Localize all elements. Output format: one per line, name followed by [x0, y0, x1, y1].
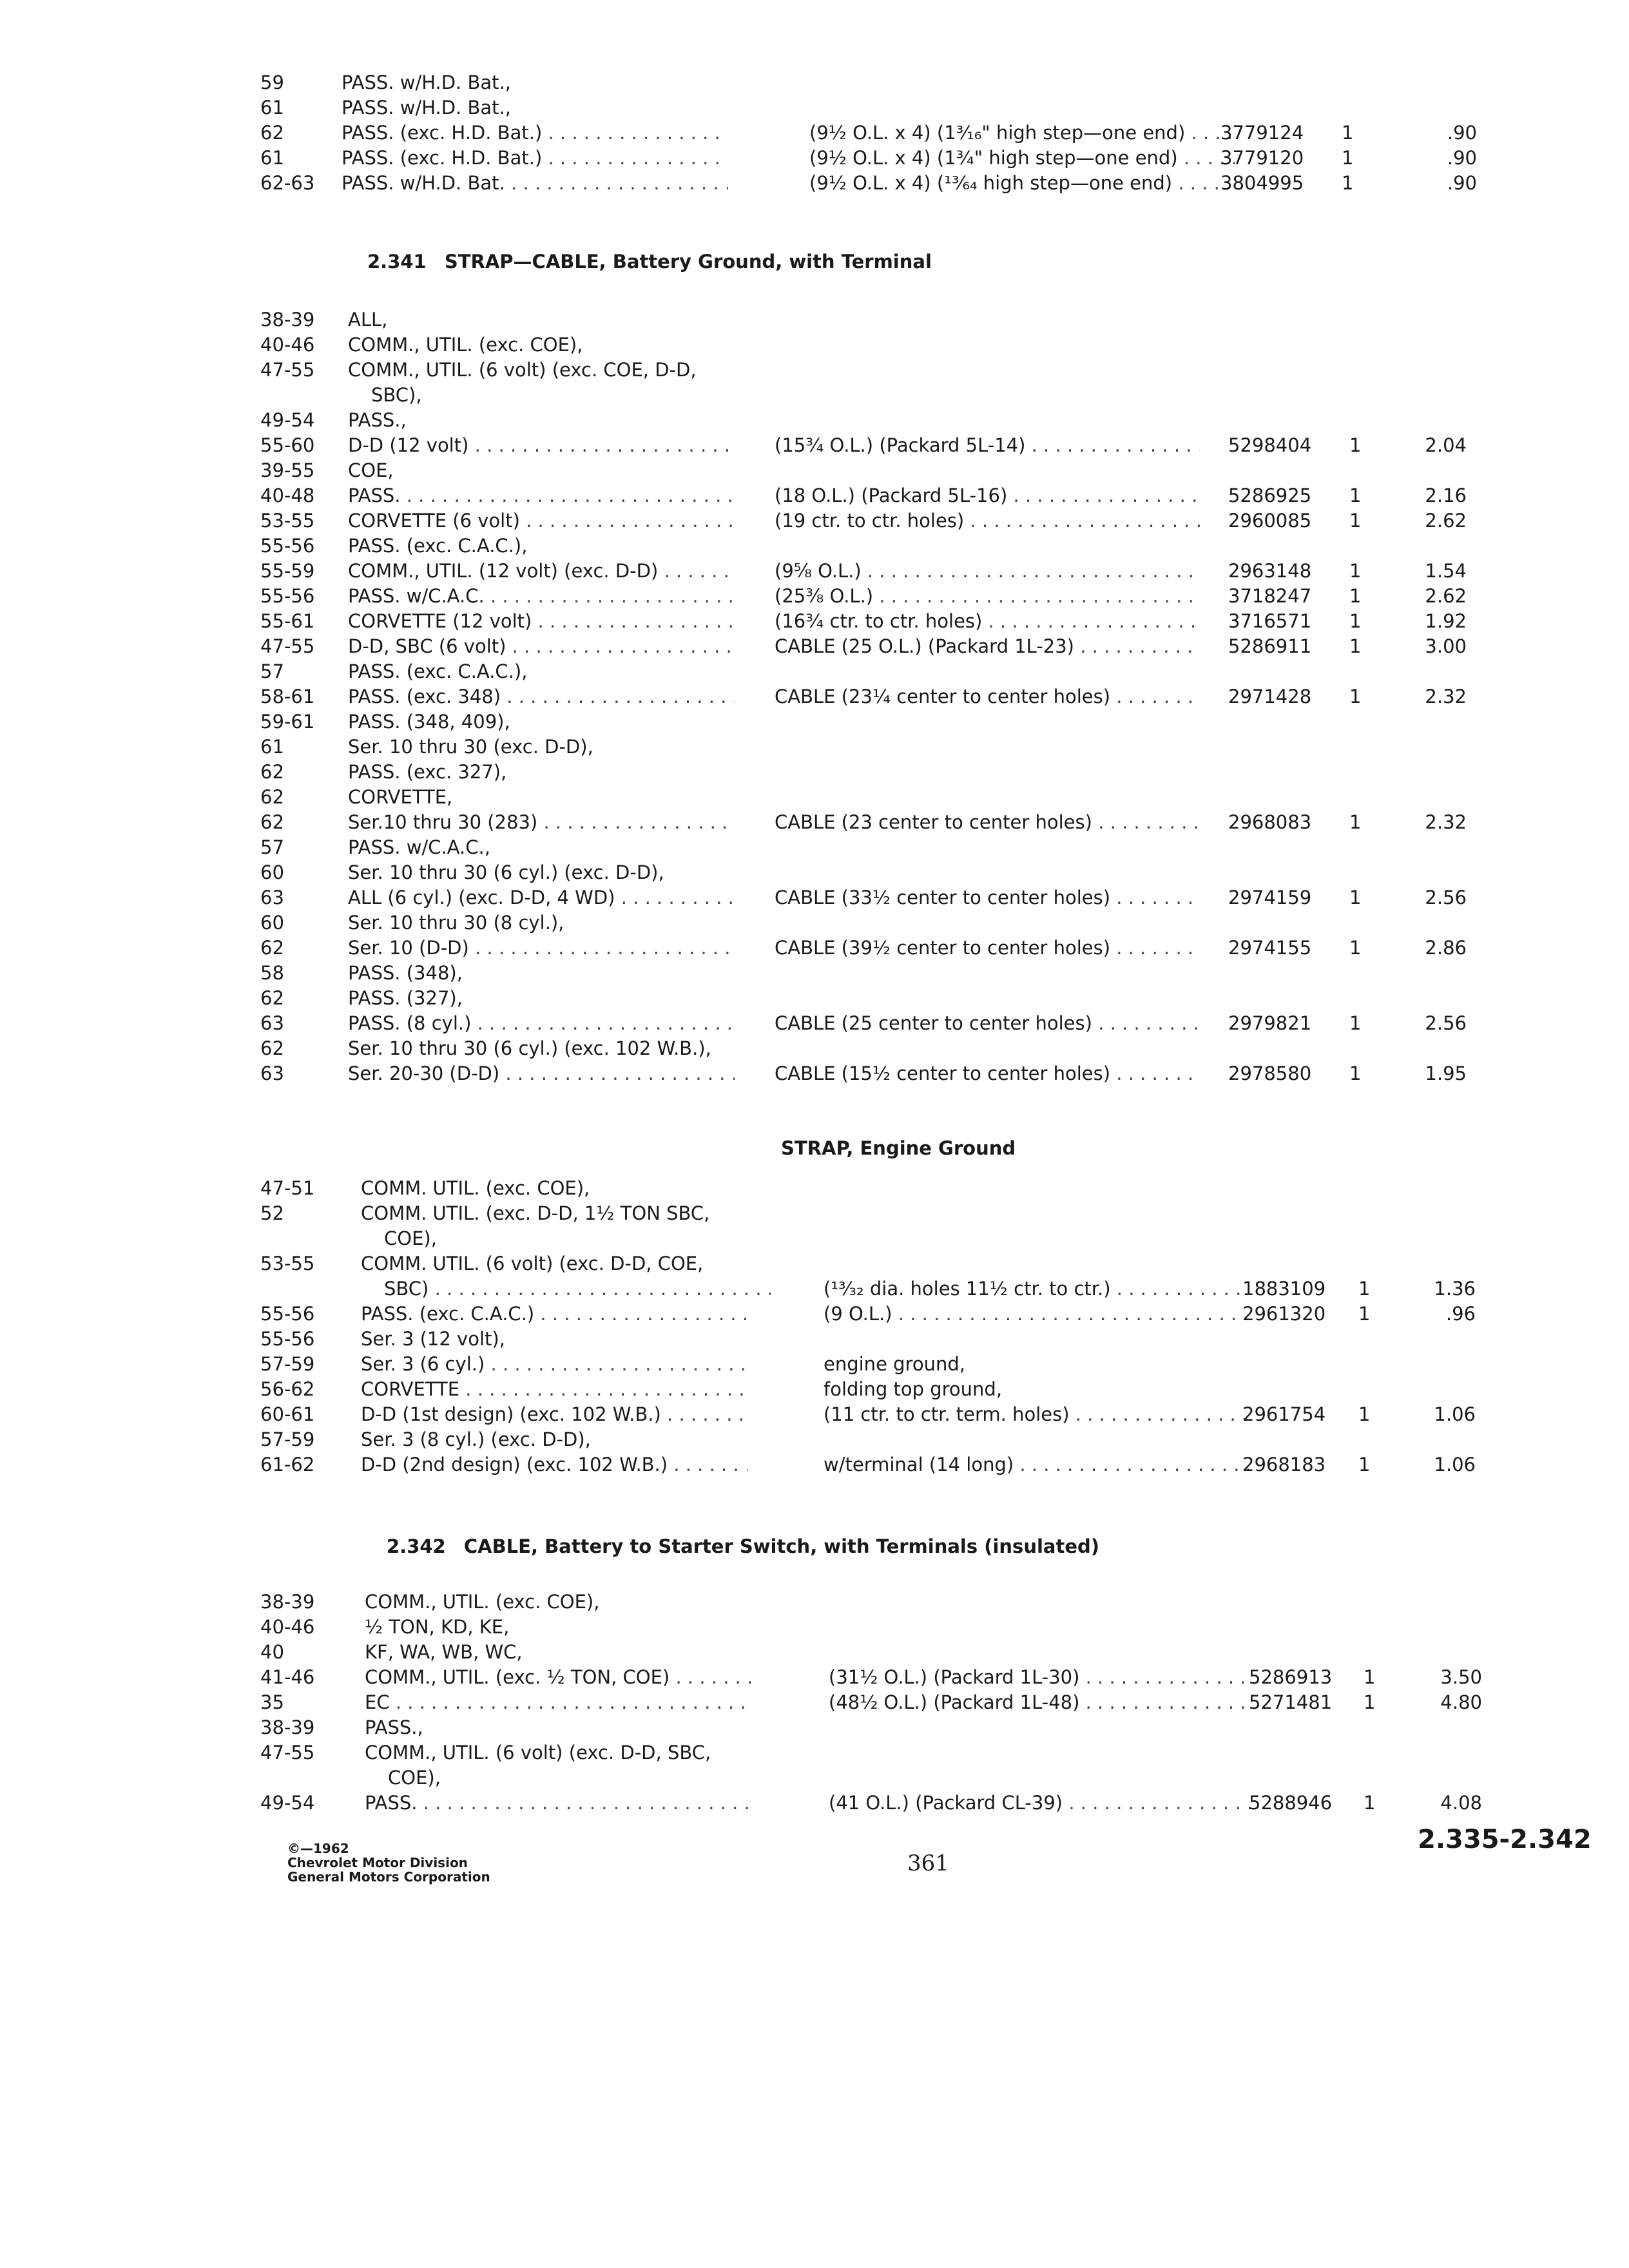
- model-years: 39-55: [260, 459, 315, 481]
- quantity: 1: [1342, 147, 1354, 169]
- application-description: PASS. (exc. C.A.C.),: [348, 535, 528, 557]
- part-detail: CABLE (23¼ center to center holes) . . .: [775, 684, 1200, 709]
- model-years: 55-56: [260, 535, 315, 557]
- model-years: 55-59: [260, 560, 315, 582]
- part-detail: (9½ O.L. x 4) (1¾" high step—one end) . . .: [809, 145, 1235, 171]
- table-row: [0, 608, 1629, 633]
- application-description: COMM., UTIL. (exc. COE),: [365, 1591, 600, 1613]
- table-row: [0, 1175, 1629, 1200]
- application-description: SBC) . . .: [384, 1276, 771, 1302]
- quantity: 1: [1349, 811, 1362, 833]
- part-number: 2961754: [1242, 1403, 1326, 1425]
- section-heading-2341: [367, 249, 932, 274]
- section-number: 2.341: [367, 251, 427, 273]
- application-description: COMM., UTIL. (12 volt) (exc. D-D) . . .: [348, 558, 735, 584]
- application-description: Ser. 20-30 (D-D) . . .: [348, 1061, 735, 1086]
- quantity: 1: [1358, 1303, 1371, 1325]
- application-description: D-D, SBC (6 volt) . . .: [348, 633, 735, 659]
- table-row: [0, 960, 1629, 985]
- model-years: 62: [260, 122, 284, 144]
- table-row: [0, 170, 1629, 195]
- table-row: [0, 658, 1629, 684]
- table-row: [0, 1326, 1629, 1351]
- corporation: General Motors Corporation: [287, 1869, 490, 1885]
- application-description: PASS. (327),: [348, 987, 463, 1009]
- table-row: [0, 1401, 1629, 1427]
- table-row: [0, 1715, 1629, 1740]
- section-heading-engine-ground: [781, 1135, 1016, 1161]
- price: 1.92: [1425, 610, 1467, 632]
- price: 2.32: [1425, 811, 1467, 833]
- application-description: COE,: [348, 459, 394, 481]
- part-number: 1883109: [1242, 1278, 1326, 1300]
- part-number: 2974159: [1228, 887, 1312, 908]
- price: 2.86: [1425, 937, 1467, 959]
- table-row: [0, 633, 1629, 658]
- application-description: PASS. (exc. C.A.C.),: [348, 660, 528, 682]
- part-detail: CABLE (25 O.L.) (Packard 1L-23) . . .: [775, 633, 1200, 659]
- part-detail: CABLE (23 center to center holes) . . .: [775, 809, 1200, 835]
- model-years: 57: [260, 836, 284, 858]
- part-detail: (9½ O.L. x 4) (¹³⁄₆₄ high step—one end) . . .: [809, 170, 1235, 196]
- table-row: [0, 734, 1629, 759]
- model-years: 41-46: [260, 1666, 315, 1688]
- model-years: 61: [260, 97, 284, 119]
- model-years: 40: [260, 1641, 284, 1663]
- price: 2.16: [1425, 485, 1467, 506]
- application-description: D-D (2nd design) (exc. 102 W.B.) . . .: [361, 1452, 747, 1477]
- model-years: 47-55: [260, 359, 315, 381]
- model-years: 59-61: [260, 711, 315, 733]
- model-years: 55-60: [260, 434, 315, 456]
- application-description: PASS. (exc. 327),: [348, 761, 507, 783]
- model-years: 58-61: [260, 686, 315, 707]
- quantity: 1: [1342, 172, 1354, 194]
- price: 4.80: [1440, 1691, 1482, 1713]
- price: .90: [1447, 172, 1477, 194]
- quantity: 1: [1349, 485, 1362, 506]
- table-row: [0, 885, 1629, 910]
- model-years: 63: [260, 1062, 284, 1084]
- table-row: [0, 407, 1629, 432]
- model-years: 35: [260, 1691, 284, 1713]
- part-detail: (9½ O.L. x 4) (1³⁄₁₆" high step—one end) . . .: [809, 120, 1235, 146]
- table-row: [0, 1427, 1629, 1452]
- table-row: [0, 508, 1629, 533]
- section-range: 2.335-2.342: [1418, 1825, 1592, 1854]
- application-description: PASS.,: [348, 409, 407, 431]
- application-description: PASS. . . .: [348, 483, 735, 508]
- part-number: 2978580: [1228, 1062, 1312, 1084]
- application-description: PASS. (exc. H.D. Bat.) . . .: [342, 145, 728, 171]
- table-row: [0, 307, 1629, 332]
- table-row: [0, 1225, 1629, 1251]
- model-years: 38-39: [260, 1716, 315, 1738]
- price: 3.50: [1440, 1666, 1482, 1688]
- footer-credits: [287, 1841, 490, 1884]
- application-description: COMM. UTIL. (exc. D-D, 1½ TON SBC,: [361, 1202, 710, 1224]
- part-detail: (16¾ ctr. to ctr. holes) . . .: [775, 608, 1200, 634]
- model-years: 40-46: [260, 1616, 315, 1638]
- model-years: 38-39: [260, 309, 315, 331]
- part-number: 3716571: [1228, 610, 1312, 632]
- application-description: PASS. w/H.D. Bat.,: [342, 97, 511, 119]
- application-description: Ser.10 thru 30 (283) . . .: [348, 809, 735, 835]
- part-detail: w/terminal (14 long) . . .: [824, 1452, 1249, 1477]
- model-years: 40-48: [260, 485, 315, 506]
- model-years: 55-56: [260, 1303, 315, 1325]
- model-years: 62: [260, 811, 284, 833]
- table-row: [0, 1589, 1629, 1614]
- part-number: 5271481: [1249, 1691, 1333, 1713]
- part-number: 2968083: [1228, 811, 1312, 833]
- division: Chevrolet Motor Division: [287, 1855, 468, 1870]
- price: 1.06: [1434, 1403, 1476, 1425]
- quantity: 1: [1358, 1454, 1371, 1475]
- application-description: D-D (12 volt) . . .: [348, 432, 735, 458]
- model-years: 62-63: [260, 172, 315, 194]
- model-years: 55-56: [260, 1328, 315, 1350]
- quantity: 1: [1349, 560, 1362, 582]
- table-row: [0, 1639, 1629, 1664]
- table-row: [0, 1010, 1629, 1035]
- section-title: CABLE, Battery to Starter Switch, with Terminals (insulated): [463, 1535, 1100, 1557]
- model-years: 63: [260, 887, 284, 908]
- table-row: [0, 935, 1629, 960]
- quantity: 1: [1349, 610, 1362, 632]
- model-years: 62: [260, 786, 284, 808]
- model-years: 62: [260, 937, 284, 959]
- application-description: CORVETTE (6 volt) . . .: [348, 508, 735, 533]
- model-years: 62: [260, 987, 284, 1009]
- model-years: 62: [260, 1037, 284, 1059]
- model-years: 58: [260, 962, 284, 984]
- part-detail: CABLE (39½ center to center holes) . . .: [775, 935, 1200, 961]
- application-description: Ser. 3 (6 cyl.) . . .: [361, 1351, 747, 1377]
- model-years: 62: [260, 761, 284, 783]
- part-number: 2974155: [1228, 937, 1312, 959]
- table-row: [0, 834, 1629, 860]
- model-years: 59: [260, 72, 284, 93]
- part-detail: (11 ctr. to ctr. term. holes) . . .: [824, 1401, 1249, 1427]
- part-detail: CABLE (33½ center to center holes) . . .: [775, 885, 1200, 910]
- table-row: [0, 145, 1629, 170]
- quantity: 1: [1349, 434, 1362, 456]
- application-description: CORVETTE . . .: [361, 1376, 747, 1402]
- application-description: Ser. 10 thru 30 (6 cyl.) (exc. D-D),: [348, 861, 664, 883]
- section-number: 2.342: [387, 1535, 446, 1557]
- application-description: PASS. (exc. H.D. Bat.) . . .: [342, 120, 728, 146]
- table-row: [0, 1376, 1629, 1401]
- quantity: 1: [1349, 635, 1362, 657]
- application-description: PASS. w/H.D. Bat. . . .: [342, 170, 728, 196]
- table-row: [0, 1452, 1629, 1477]
- model-years: 47-55: [260, 1742, 315, 1763]
- application-description: PASS. (8 cyl.) . . .: [348, 1010, 735, 1036]
- table-row: [0, 809, 1629, 834]
- table-row: [0, 1035, 1629, 1061]
- part-number: 2979821: [1228, 1012, 1312, 1034]
- price: .96: [1445, 1303, 1476, 1325]
- part-number: 2961320: [1242, 1303, 1326, 1325]
- part-detail: (15¾ O.L.) (Packard 5L-14) . . .: [775, 432, 1200, 458]
- model-years: 53-55: [260, 1253, 315, 1274]
- application-description: COE),: [388, 1767, 441, 1789]
- application-description: D-D (1st design) (exc. 102 W.B.) . . .: [361, 1401, 747, 1427]
- application-description: CORVETTE,: [348, 786, 453, 808]
- table-row: [0, 483, 1629, 508]
- part-detail: (41 O.L.) (Packard CL-39) . . .: [829, 1790, 1254, 1816]
- part-number: 3779120: [1220, 147, 1304, 169]
- part-number: 5286925: [1228, 485, 1312, 506]
- quantity: 1: [1349, 937, 1362, 959]
- price: 2.04: [1425, 434, 1467, 456]
- part-detail: (¹³⁄₃₂ dia. holes 11½ ctr. to ctr.) . . .: [824, 1276, 1249, 1302]
- table-row: [0, 1790, 1629, 1815]
- table-row: [0, 1061, 1629, 1086]
- table-row: [0, 1740, 1629, 1765]
- part-detail: (9 O.L.) . . .: [824, 1301, 1249, 1327]
- application-description: Ser. 10 thru 30 (exc. D-D),: [348, 736, 593, 758]
- price: 4.08: [1440, 1792, 1482, 1814]
- application-description: Ser. 3 (12 volt),: [361, 1328, 505, 1350]
- continuation-list: [0, 70, 1629, 195]
- price: 2.62: [1425, 510, 1467, 532]
- table-row: [0, 709, 1629, 734]
- application-description: ALL (6 cyl.) (exc. D-D, 4 WD) . . .: [348, 885, 735, 910]
- table-row: [0, 558, 1629, 583]
- part-detail: CABLE (15½ center to center holes) . . .: [775, 1061, 1200, 1086]
- table-row: [0, 120, 1629, 145]
- price: 1.06: [1434, 1454, 1476, 1475]
- section-heading-2342: [387, 1533, 1099, 1559]
- model-years: 57-59: [260, 1428, 315, 1450]
- application-description: CORVETTE (12 volt) . . .: [348, 608, 735, 634]
- quantity: 1: [1349, 585, 1362, 607]
- application-description: SBC),: [371, 384, 422, 406]
- table-row: [0, 1351, 1629, 1376]
- quantity: 1: [1358, 1278, 1371, 1300]
- application-description: PASS. w/C.A.C. . . .: [348, 583, 735, 609]
- part-detail: (48½ O.L.) (Packard 1L-48) . . .: [829, 1689, 1254, 1715]
- application-description: ½ TON, KD, KE,: [365, 1616, 510, 1638]
- quantity: 1: [1349, 510, 1362, 532]
- table-row: [0, 382, 1629, 407]
- model-years: 49-54: [260, 1792, 315, 1814]
- part-number: 3718247: [1228, 585, 1312, 607]
- model-years: 52: [260, 1202, 284, 1224]
- price: 2.56: [1425, 1012, 1467, 1034]
- part-detail: CABLE (25 center to center holes) . . .: [775, 1010, 1200, 1036]
- table-row: [0, 1765, 1629, 1790]
- table-row: [0, 1664, 1629, 1689]
- table-row: [0, 332, 1629, 357]
- table-row: [0, 357, 1629, 382]
- price: 2.32: [1425, 686, 1467, 707]
- quantity: 1: [1342, 122, 1354, 144]
- price: 2.62: [1425, 585, 1467, 607]
- application-description: EC . . .: [365, 1689, 751, 1715]
- table-row: [0, 910, 1629, 935]
- model-years: 61: [260, 147, 284, 169]
- copyright: ©—1962: [287, 1841, 349, 1856]
- price: 1.54: [1425, 560, 1467, 582]
- application-description: COE),: [384, 1227, 437, 1249]
- price: 2.56: [1425, 887, 1467, 908]
- part-number: 5286911: [1228, 635, 1312, 657]
- price: 1.95: [1425, 1062, 1467, 1084]
- section-2342-list: [0, 1589, 1629, 1815]
- part-detail: folding top ground,: [824, 1378, 1003, 1400]
- table-row: [0, 95, 1629, 120]
- table-row: [0, 985, 1629, 1010]
- model-years: 63: [260, 1012, 284, 1034]
- section-title: STRAP, Engine Ground: [781, 1137, 1016, 1159]
- table-row: [0, 457, 1629, 483]
- quantity: 1: [1364, 1792, 1376, 1814]
- model-years: 56-62: [260, 1378, 315, 1400]
- part-number: 5288946: [1249, 1792, 1333, 1814]
- part-number: 2963148: [1228, 560, 1312, 582]
- section-2341-list: [0, 307, 1629, 1086]
- part-number: 2960085: [1228, 510, 1312, 532]
- quantity: 1: [1349, 887, 1362, 908]
- application-description: Ser. 10 (D-D) . . .: [348, 935, 735, 961]
- quantity: 1: [1358, 1403, 1371, 1425]
- part-number: 5298404: [1228, 434, 1312, 456]
- application-description: PASS. w/H.D. Bat.,: [342, 72, 511, 93]
- application-description: PASS.,: [365, 1716, 423, 1738]
- part-number: 5286913: [1249, 1666, 1333, 1688]
- table-row: [0, 1614, 1629, 1639]
- table-row: [0, 70, 1629, 95]
- price: 1.36: [1434, 1278, 1476, 1300]
- model-years: 55-61: [260, 610, 315, 632]
- table-row: [0, 1251, 1629, 1276]
- table-row: [0, 684, 1629, 709]
- model-years: 47-55: [260, 635, 315, 657]
- model-years: 57: [260, 660, 284, 682]
- part-number: 2968183: [1242, 1454, 1326, 1475]
- application-description: COMM., UTIL. (exc. COE),: [348, 334, 583, 356]
- quantity: 1: [1364, 1691, 1376, 1713]
- price: .90: [1447, 122, 1477, 144]
- table-row: [0, 1301, 1629, 1326]
- application-description: COMM. UTIL. (exc. COE),: [361, 1177, 590, 1199]
- application-description: COMM. UTIL. (6 volt) (exc. D-D, COE,: [361, 1253, 704, 1274]
- price: .90: [1447, 147, 1477, 169]
- model-years: 61-62: [260, 1454, 315, 1475]
- model-years: 47-51: [260, 1177, 315, 1199]
- model-years: 57-59: [260, 1353, 315, 1375]
- application-description: PASS. (348),: [348, 962, 463, 984]
- model-years: 55-56: [260, 585, 315, 607]
- table-row: [0, 860, 1629, 885]
- model-years: 53-55: [260, 510, 315, 532]
- table-row: [0, 1689, 1629, 1715]
- part-detail: (25⅜ O.L.) . . .: [775, 583, 1200, 609]
- application-description: KF, WA, WB, WC,: [365, 1641, 523, 1663]
- model-years: 49-54: [260, 409, 315, 431]
- part-detail: (9⅝ O.L.) . . .: [775, 558, 1200, 584]
- section-title: STRAP—CABLE, Battery Ground, with Terminal: [444, 251, 932, 273]
- application-description: Ser. 10 thru 30 (8 cyl.),: [348, 912, 564, 934]
- application-description: COMM., UTIL. (6 volt) (exc. D-D, SBC,: [365, 1742, 711, 1763]
- application-description: PASS. (exc. C.A.C.) . . .: [361, 1301, 747, 1327]
- table-row: [0, 759, 1629, 784]
- quantity: 1: [1349, 686, 1362, 707]
- part-detail: engine ground,: [824, 1353, 965, 1375]
- model-years: 40-46: [260, 334, 315, 356]
- part-detail: (31½ O.L.) (Packard 1L-30) . . .: [829, 1664, 1254, 1690]
- quantity: 1: [1349, 1012, 1362, 1034]
- engine-ground-list: [0, 1175, 1629, 1477]
- application-description: PASS. (348, 409),: [348, 711, 510, 733]
- part-detail: (19 ctr. to ctr. holes) . . .: [775, 508, 1200, 533]
- part-number: 3804995: [1220, 172, 1304, 194]
- model-years: 60-61: [260, 1403, 315, 1425]
- page-number: 361: [907, 1850, 949, 1876]
- table-row: [0, 583, 1629, 608]
- model-years: 38-39: [260, 1591, 315, 1613]
- quantity: 1: [1349, 1062, 1362, 1084]
- application-description: PASS. w/C.A.C.,: [348, 836, 490, 858]
- application-description: ALL,: [348, 309, 388, 331]
- application-description: Ser. 3 (8 cyl.) (exc. D-D),: [361, 1428, 591, 1450]
- price: 3.00: [1425, 635, 1467, 657]
- part-number: 3779124: [1220, 122, 1304, 144]
- model-years: 60: [260, 861, 284, 883]
- part-detail: (18 O.L.) (Packard 5L-16) . . .: [775, 483, 1200, 508]
- model-years: 60: [260, 912, 284, 934]
- table-row: [0, 784, 1629, 809]
- application-description: PASS. (exc. 348) . . .: [348, 684, 735, 709]
- part-number: 2971428: [1228, 686, 1312, 707]
- quantity: 1: [1364, 1666, 1376, 1688]
- application-description: COMM., UTIL. (exc. ½ TON, COE) . . .: [365, 1664, 751, 1690]
- application-description: COMM., UTIL. (6 volt) (exc. COE, D-D,: [348, 359, 697, 381]
- application-description: PASS. . . .: [365, 1790, 751, 1816]
- model-years: 61: [260, 736, 284, 758]
- application-description: Ser. 10 thru 30 (6 cyl.) (exc. 102 W.B.),: [348, 1037, 711, 1059]
- table-row: [0, 1200, 1629, 1225]
- table-row: [0, 1276, 1629, 1301]
- table-row: [0, 533, 1629, 558]
- table-row: [0, 432, 1629, 457]
